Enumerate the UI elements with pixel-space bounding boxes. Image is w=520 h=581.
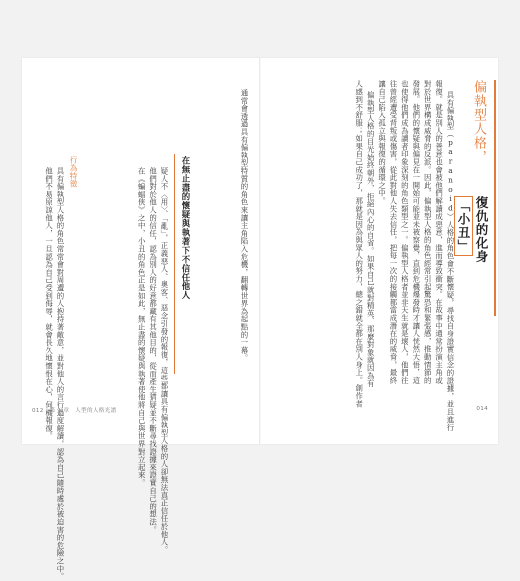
footer-right: 014 xyxy=(476,406,488,412)
right-page-body xyxy=(272,80,456,432)
chapter-title-block xyxy=(456,80,496,316)
chapter-title-prefix: 復仇的化身 xyxy=(474,196,489,264)
paragraph: 通常會透過具有偏執型特質的角色來讓主角陷入危機，翻轉世界為起點的一幕。 xyxy=(240,89,249,363)
left-page-body xyxy=(78,156,170,554)
section-heading: 在無止盡的懷疑與執著下不信任他人 xyxy=(181,156,191,300)
heading-rule xyxy=(174,154,175,374)
paragraph: 在《蝙蝠俠》之中，小丑的角色正是如此，無止盡的懷疑與執著使他將自己與世界對立起來。 xyxy=(137,167,147,487)
paragraph: 也使得他們成為讀者印象深刻的角色類型之一。偏執型人格者並非天生就是壞人，他們往 xyxy=(400,80,410,385)
paragraph: 往曾經遭受背叛或傷害，從此對他人失去信任，把每一次的接觸都當成潛在的威脅，最終 xyxy=(388,80,398,385)
chapter-title-line2 xyxy=(454,196,490,316)
paragraph: 具有偏執型人格的角色常常會對周遭的人抱持著敵意，並對他人的言行過度解讀，認為自己隨時處於被迫害的危險之中。 xyxy=(56,167,65,581)
paragraph: 報復。就是別人的善意也會被他們解讀成惡意，進而導致衝突。在故事中通常扮演主角或 xyxy=(434,80,444,385)
paragraph: 疑人不〈用〉、「亂」，正義惡人、奧客、惡念引發的報復，這些都讓具有偏執型人格的人卻無法真正信任於他人。 xyxy=(160,167,169,554)
left-page-intro xyxy=(192,78,250,363)
footer-left: 012 第 1 章 人型的人格光譜 xyxy=(32,408,117,414)
paragraph: 他們不易原諒他人，一旦認為自己受到侮辱，就會長久地懷恨在心，伺機報復。 xyxy=(44,167,54,441)
book-spread xyxy=(22,58,498,581)
chapter-title-line1: 偏執型人格， xyxy=(471,80,486,164)
paragraph: 發展。他們的懷疑與偏見在一開始可能並未被察覺，直到危機爆發時才讓人恍然大悟，這 xyxy=(411,80,421,385)
left-page-bottom xyxy=(28,156,66,581)
page-gutter xyxy=(259,58,261,444)
chapter-title-boxed: 「小丑」 xyxy=(454,196,473,256)
paragraph: 具有偏執型（paranoid）人格的角色會不斷懷疑，尋找自身證實信念的證據，並且進行 xyxy=(446,91,455,432)
paragraph: 偏執型人格的目光始終朝外，拒絕內心的自省。如果自己就對精英、那麼對象就因為有 xyxy=(366,91,376,388)
paragraph: 他們對於他人的信任，認為別人的好意都藏有其他目的，從而產生猜疑並不斷尋找證據來證實自己的想法。 xyxy=(148,167,158,534)
paragraph: 人感到不舒服；如果自己成功了，那就是因為與眾人的努力，總之錯就全都在別人身上。創作者 xyxy=(354,80,364,408)
paragraph: 讓自己陷入孤立與報復的循環之中。 xyxy=(377,80,387,205)
sub-heading: 行為特徵 xyxy=(69,156,78,188)
paragraph: 對於世界構成威脅的反派。因此，偏執型人格的角色經常引起驚恐和緊張感，推動情節的 xyxy=(423,80,433,385)
